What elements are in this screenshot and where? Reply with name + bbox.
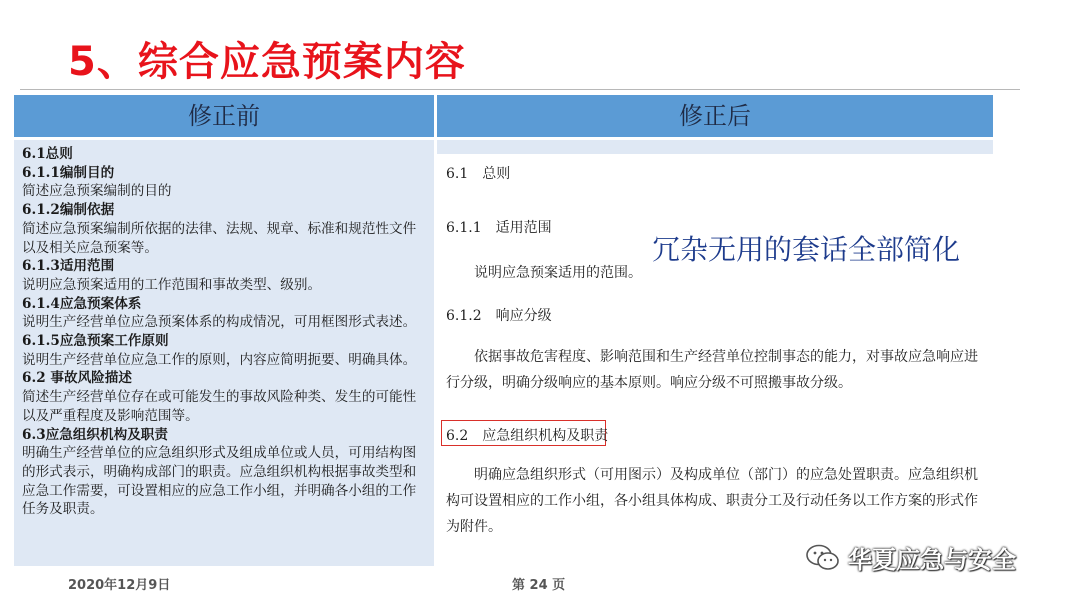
before-heading: 6.1.1编制目的 (22, 164, 115, 181)
after-heading-6-1-1: 6.1.1 适用范围 (446, 220, 552, 236)
watermark-text: 华夏应急与安全 (848, 546, 1016, 574)
before-text: 说明生产经营单位应急工作的原则，内容应简明扼要、明确具体。 (22, 351, 417, 368)
after-heading-6-1-2: 6.1.2 响应分级 (446, 308, 552, 324)
watermark (806, 540, 1016, 575)
before-heading: 6.2 事故风险描述 (22, 370, 132, 387)
before-text: 简述应急预案编制所依据的法律、法规、规章、标准和规范性文件以及相关应急预案等。 (22, 220, 417, 256)
before-text: 说明生产经营单位应急预案体系的构成情况，可用框图形式表述。 (22, 314, 417, 331)
footer-date: 2020年12月9日 (68, 578, 171, 593)
header-after: 修正后 (437, 95, 993, 137)
before-text: 明确生产经营单位的应急组织形式及组成单位或人员，可用结构图的形式表示，明确构成部门的职责。应急组织机构根据事故类型和应急工作需要，可设置相应的应急工作小组，并明确各小组的工作任务及职责。 (22, 445, 417, 518)
wechat-icon (806, 544, 840, 572)
before-heading: 6.1.3适用范围 (22, 258, 115, 275)
after-heading-6-1: 6.1 总则 (446, 166, 511, 182)
before-heading: 6.1.5应急预案工作原则 (22, 333, 169, 350)
after-text-6-2: 明确应急组织形式（可用图示）及构成单位（部门）的应急处置职责。应急组织机构可设置相应的工作小组，各小组具体构成、职责分工及行动任务以工作方案的形式作为附件。 (446, 467, 978, 535)
after-text-6-1-2: 依据事故危害程度、影响范围和生产经营单位控制事态的能力，对事故应急响应进行分级，明确分级响应的基本原则。响应分级不可照搬事故分级。 (446, 349, 978, 391)
before-heading: 6.1总则 (22, 146, 73, 162)
before-text: 简述生产经营单位存在或可能发生的事故风险种类、发生的可能性以及严重程度及影响范围等。 (22, 389, 417, 424)
title-divider (20, 89, 1020, 90)
before-heading: 6.1.2编制依据 (22, 202, 115, 219)
after-header-strip (437, 140, 993, 154)
before-heading: 6.3应急组织机构及职责 (22, 426, 168, 443)
before-heading: 6.1.4应急预案体系 (22, 295, 142, 312)
slide-title: 5、综合应急预案内容 (68, 39, 466, 85)
callout-note: 冗杂无用的套话全部简化 (652, 233, 961, 266)
after-heading-6-2: 6.2 应急组织机构及职责 (446, 428, 609, 444)
after-text-6-1-1: 说明应急预案适用的范围。 (474, 265, 642, 281)
before-content (22, 145, 422, 519)
before-text: 简述应急预案编制的目的 (22, 183, 172, 200)
before-text: 说明应急预案适用的工作范围和事故类型、级别。 (22, 276, 322, 293)
footer-page-number: 第 24 页 (512, 578, 566, 593)
header-before: 修正前 (14, 95, 434, 137)
